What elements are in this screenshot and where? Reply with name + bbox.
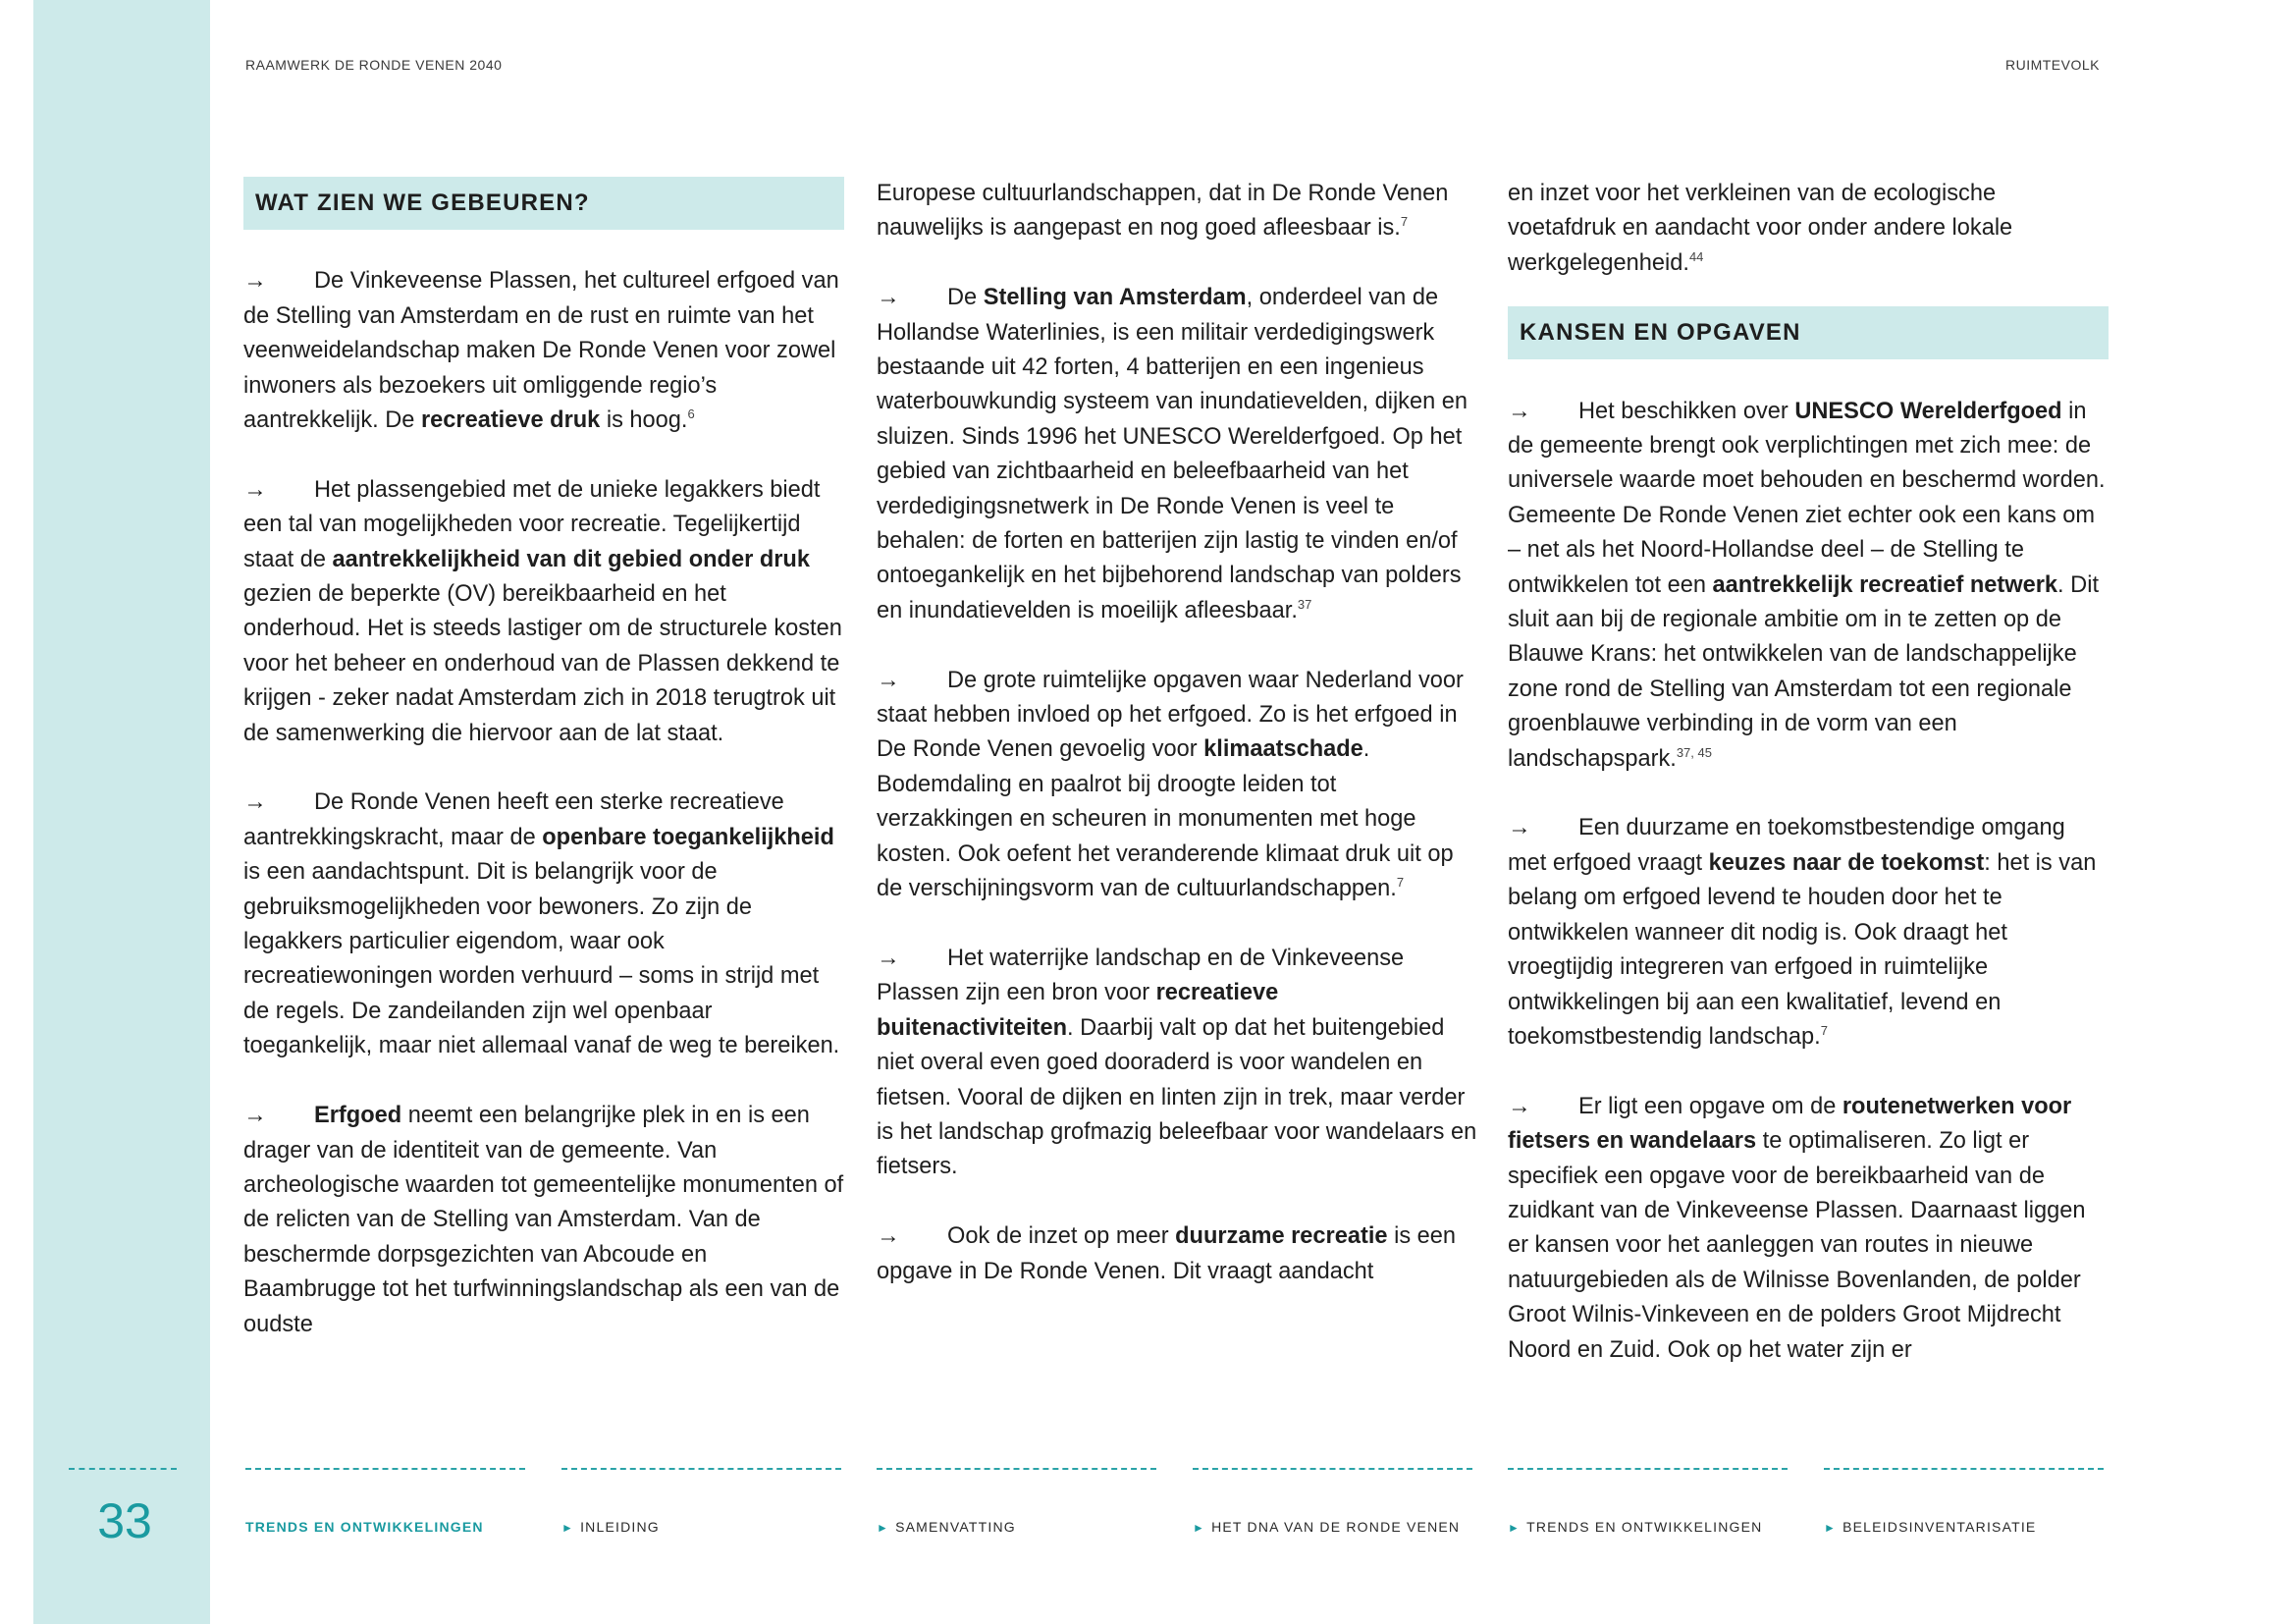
nav-link-trends[interactable]: ► TRENDS EN ONTWIKKELINGEN	[1508, 1519, 1763, 1535]
paragraph: → De Vinkeveense Plassen, het cultureel erfgoed van de Stelling van Amsterdam en de rust en ruimte van het veenweidelandschap maken De Ronde Venen voor zowel inwoners als bezoekers uit omliggende regio’s aantrekkelijk. De recreatieve druk is hoog.$^6$	[243, 264, 844, 438]
arrow-icon: →	[1508, 815, 1531, 841]
paragraph: → De grote ruimtelijke opgaven waar Nederland voor staat hebben invloed op het erfgoed. Zo is het erfgoed in De Ronde Venen gevoelig voor klimaatschade. Bodemdaling en paalrot bij droogte leiden tot verzakkingen en scheuren in monumenten met hoge kosten. Ook oefent het veranderende klimaat druk uit op de verschijningsvorm van de cultuurlandschappen.$^7$	[877, 664, 1477, 907]
paragraph: → De Stelling van Amsterdam, onderdeel van de Hollandse Waterlinies, is een militair verdedigingswerk bestaande uit 42 forten, 4 batterijen en een ingenieus waterbouwkundig systeem van inundatievelden, dijken en sluizen. Sinds 1996 het UNESCO Werelderfgoed. Op het gebied van zichtbaarheid en beleefbaarheid van het verdedigingsnetwerk in De Ronde Venen is veel te behalen: de forten en batterijen zijn lastig te vinden en/of ontoegankelijk en het bijbehorend landschap van polders en inundatievelden is moeilijk afleesbaar.$^{37}$	[877, 281, 1477, 628]
divider	[1824, 1468, 2104, 1470]
page-number: 33	[97, 1493, 152, 1548]
paragraph: → Erfgoed neemt een belangrijke plek in en is een drager van de identiteit van de gemeente. Van archeologische waarden tot gemeentelijke monumenten of de relicten van de Stelling van Amsterdam. Van de beschermde dorpsgezichten van Abcoude en Baambrugge tot het turfwinningslandschap als een van de oudste	[243, 1099, 844, 1342]
divider	[561, 1468, 841, 1470]
paragraph: → Er ligt een opgave om de routenetwerken voor fietsers en wandelaars te optimaliseren. Zo ligt er specifiek een opgave voor de bereikbaarheid van de zuidkant van de Vinkeveense Plassen. Daarnaast liggen er kansen voor het aanleggen van routes in nieuwe natuurgebieden als de Wilnisse Bovenlanden, de polder Groot Wilnis-Vinkeveen en de polders Groot Mijdrecht Noord en Zuid. Ook op het water zijn er	[1508, 1090, 2109, 1368]
nav-link-inleiding[interactable]: ► INLEIDING	[561, 1519, 660, 1535]
column-1	[243, 177, 844, 1377]
section-heading: KANSEN EN OPGAVEN	[1508, 306, 2109, 359]
publisher-name: RUIMTEVOLK	[2004, 57, 2100, 73]
nav-link-dna[interactable]: ► HET DNA VAN DE RONDE VENEN	[1193, 1519, 1461, 1535]
divider	[1508, 1468, 1788, 1470]
paragraph: → Het beschikken over UNESCO Werelderfgoed in de gemeente brengt ook verplichtingen met zich mee: de universele waarde moet behouden en beschermd worden. Gemeente De Ronde Venen ziet echter ook een kans om – net als het Noord-Hollandse deel – de Stelling te ontwikkelen tot een aantrekkelijk recreatief netwerk. Dit sluit aan bij de regionale ambitie om in te zetten op de Blauwe Krans: het ontwikkelen van de landschappelijke zone rond de Stelling van Amsterdam tot een regionale groenblauwe verbinding in de vorm van een landschapspark.$^{37, 45}$	[1508, 395, 2109, 777]
paragraph: → Een duurzame en toekomstbestendige omgang met erfgoed vraagt keuzes naar de toekomst: het is van belang om erfgoed levend te houden door het te ontwikkelen wanneer dit nodig is. Ook draagt het vroegtijdig integreren van erfgoed in ruimtelijke ontwikkelingen bij aan een kwalitatief, levend en toekomstbestendig landschap.$^7$	[1508, 811, 2109, 1055]
nav-link-beleid[interactable]: ► BELEIDSINVENTARISATIE	[1824, 1519, 2037, 1535]
divider	[877, 1468, 1156, 1470]
nav-link-samenvatting[interactable]: ► SAMENVATTING	[877, 1519, 1016, 1535]
triangle-right-icon: ►	[877, 1521, 890, 1535]
footnote-ref: 7	[1820, 1022, 1828, 1038]
arrow-icon: →	[1508, 398, 1531, 424]
footnote-ref: 7	[1400, 214, 1409, 230]
arrow-icon: →	[877, 285, 900, 311]
paragraph: Europese cultuurlandschappen, dat in De Ronde Venen nauwelijks is aangepast en nog goed afleesbaar is.$^7$	[877, 181, 1449, 242]
arrow-icon: →	[243, 789, 267, 816]
column-3	[1508, 177, 2109, 1402]
arrow-icon: →	[243, 268, 267, 295]
paragraph: → Ook de inzet op meer duurzame recreatie is een opgave in De Ronde Venen. Dit vraagt aandacht	[877, 1219, 1477, 1289]
divider	[69, 1468, 177, 1470]
footnote-ref: 37	[1297, 596, 1312, 612]
triangle-right-icon: ►	[1508, 1521, 1522, 1535]
current-section-label: TRENDS EN ONTWIKKELINGEN	[245, 1519, 484, 1535]
arrow-icon: →	[1508, 1093, 1531, 1119]
footnote-ref: 37, 45	[1676, 744, 1712, 760]
triangle-right-icon: ►	[561, 1521, 575, 1535]
arrow-icon: →	[243, 1103, 267, 1129]
arrow-icon: →	[877, 945, 900, 971]
divider	[1193, 1468, 1472, 1470]
arrow-icon: →	[243, 476, 267, 503]
footnote-ref: 6	[687, 406, 695, 422]
footnote-ref: 44	[1688, 248, 1704, 264]
paragraph: en inzet voor het verkleinen van de ecologische voetafdruk en aandacht voor onder andere lokale werkgelegenheid.$^{44}$	[1508, 181, 2013, 276]
paragraph: → Het waterrijke landschap en de Vinkeveense Plassen zijn een bron voor recreatieve buitenactiviteiten. Daarbij valt op dat het buitengebied niet overal even goed dooraderd is voor wandelen en fietsen. Vooral de dijken en linten zijn in trek, maar verder is het landschap grofmazig beleefbaar voor wandelaars en fietsers.	[877, 942, 1477, 1185]
arrow-icon: →	[877, 1223, 900, 1250]
arrow-icon: →	[877, 667, 900, 693]
triangle-right-icon: ►	[1824, 1521, 1838, 1535]
sidebar-band	[33, 0, 210, 1624]
document-title: RAAMWERK DE RONDE VENEN 2040	[245, 57, 503, 73]
section-heading: WAT ZIEN WE GEBEUREN?	[243, 177, 844, 230]
footnote-ref: 7	[1396, 875, 1405, 891]
paragraph: → De Ronde Venen heeft een sterke recreatieve aantrekkingskracht, maar de openbare toegankelijkheid is een aandachtspunt. Dit is belangrijk voor de gebruiksmogelijkheden voor bewoners. Zo zijn de legakkers particulier eigendom, waar ook recreatiewoningen worden verhuurd – soms in strijd met de regels. De zandeilanden zijn wel openbaar toegankelijk, maar niet allemaal vanaf de weg te bereiken.	[243, 785, 844, 1063]
triangle-right-icon: ►	[1193, 1521, 1206, 1535]
column-2	[877, 177, 1477, 1324]
divider	[245, 1468, 525, 1470]
paragraph: → Het plassengebied met de unieke legakkers biedt een tal van mogelijkheden voor recreatie. Tegelijkertijd staat de aantrekkelijkheid van dit gebied onder druk gezien de beperkte (OV) bereikbaarheid en het onderhoud. Het is steeds lastiger om de structurele kosten voor het beheer en onderhoud van de Plassen dekkend te krijgen - zeker nadat Amsterdam zich in 2018 terugtrok uit de samenwerking die hiervoor aan de lat staat.	[243, 473, 844, 751]
